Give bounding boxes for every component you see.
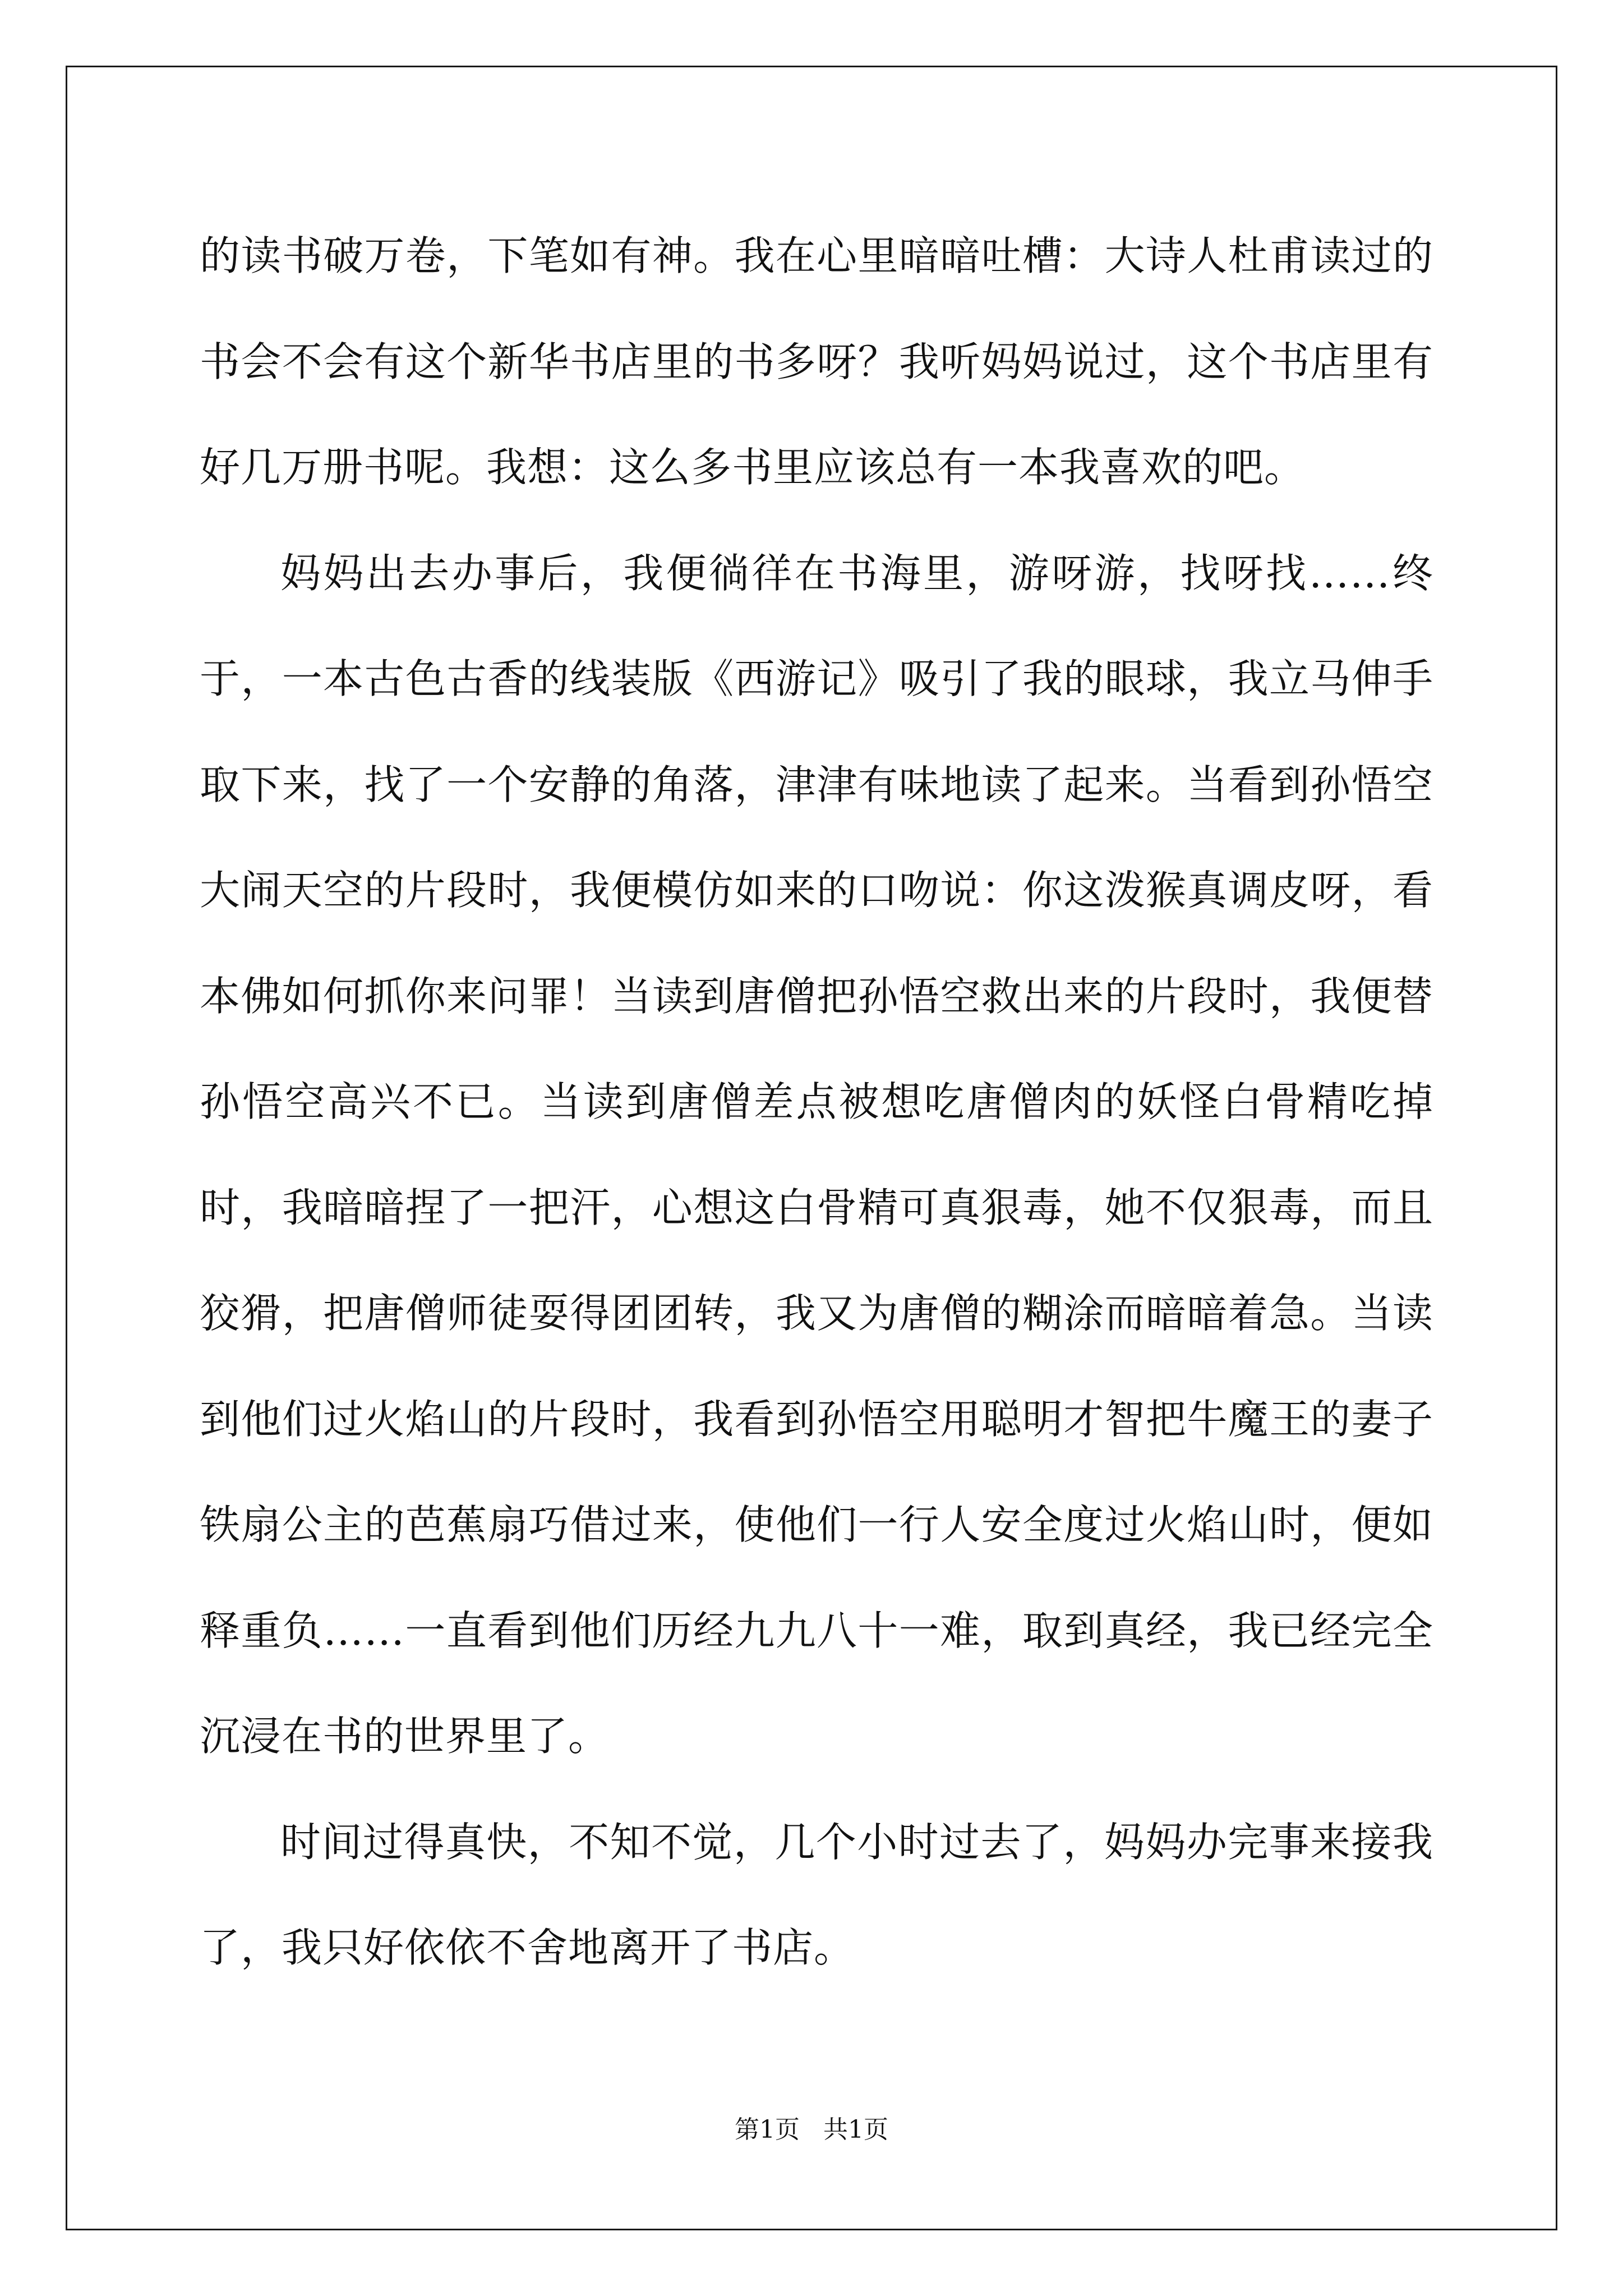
- page-total: 共1页: [823, 2115, 888, 2144]
- page-footer: [0, 2109, 1623, 2145]
- document-body: [200, 203, 1433, 2001]
- paragraph-2: 妈妈出去办事后，我便徜徉在书海里，游呀游，找呀找……终于，一本古色古香的线装版《西游记》吸引了我的眼球，我立马伸手取下来，找了一个安静的角落，津津有味地读了起来。当看到孙悟空大闹天空的片段时，我便模仿如来的口吻说：你这泼猴真调皮呀，看本佛如何抓你来问罪！当读到唐僧把孙悟空救出来的片段时，我便替孙悟空高兴不已。当读到唐僧差点被想吃唐僧肉的妖怪白骨精吃掉时，我暗暗捏了一把汗，心想这白骨精可真狠毒，她不仅狠毒，而且狡猾，把唐僧师徒耍得团团转，我又为唐僧的糊涂而暗暗着急。当读到他们过火焰山的片段时，我看到孙悟空用聪明才智把牛魔王的妻子铁扇公主的芭蕉扇巧借过来，使他们一行人安全度过火焰山时，便如释重负……一直看到他们历经九九八十一难，取到真经，我已经完全沉浸在书的世界里了。: [200, 549, 1433, 1760]
- paragraph-3: 时间过得真快，不知不觉，几个小时过去了，妈妈办完事来接我了，我只好依依不舍地离开了书店。: [200, 1818, 1433, 1971]
- page-number: 第1页: [735, 2115, 800, 2144]
- paragraph-1: 的读书破万卷，下笔如有神。我在心里暗暗吐槽：大诗人杜甫读过的书会不会有这个新华书店里的书多呀？我听妈妈说过，这个书店里有好几万册书呢。我想：这么多书里应该总有一本我喜欢的吧。: [200, 232, 1433, 491]
